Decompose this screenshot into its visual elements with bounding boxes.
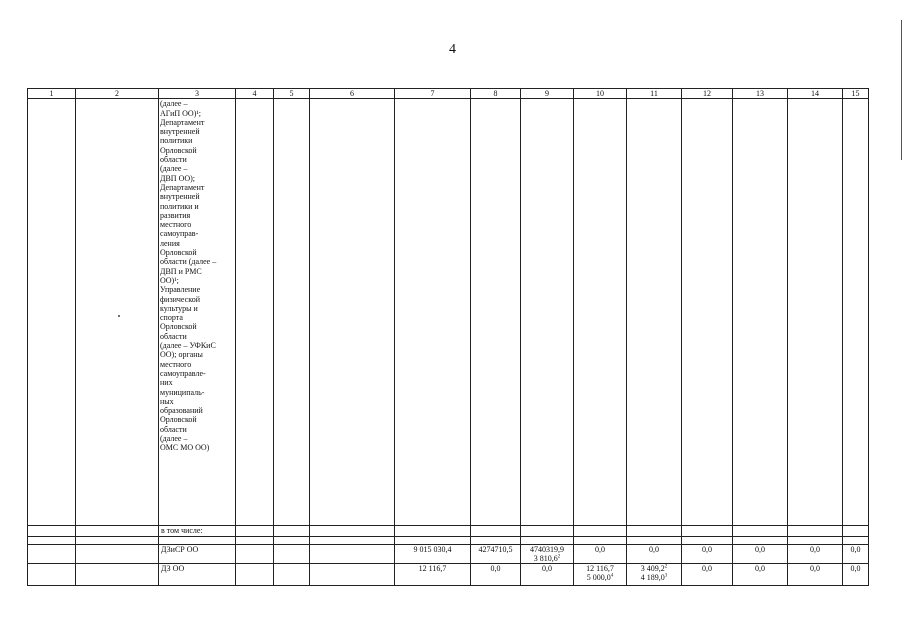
- value-cell: [627, 564, 682, 586]
- value-line: 3 409,2$^2$: [640, 564, 668, 574]
- table-cell: [310, 526, 395, 536]
- table-cell: [76, 526, 159, 536]
- value-cell: 4274710,5: [471, 544, 521, 564]
- header-cell: 6: [310, 89, 395, 99]
- table-cell: [682, 99, 733, 526]
- value-line: 4 189,0$^3$: [640, 573, 668, 583]
- table-cell: [627, 99, 682, 526]
- header-cell: 10: [574, 89, 627, 99]
- table-cell: [76, 99, 159, 526]
- header-cell: 7: [395, 89, 471, 99]
- table-cell: [236, 526, 274, 536]
- table-cell: [733, 99, 788, 526]
- header-cell: 11: [627, 89, 682, 99]
- value-cell: 0,0: [788, 544, 843, 564]
- table-cell: [682, 526, 733, 536]
- table-cell: [274, 526, 310, 536]
- table-cell: [843, 526, 869, 536]
- value-cell: [574, 564, 627, 586]
- header-cell: 1: [28, 89, 76, 99]
- header-cell: 13: [733, 89, 788, 99]
- value-cell: [521, 544, 574, 564]
- table-row: [28, 564, 869, 586]
- table-cell: [236, 544, 274, 564]
- table-cell: [274, 99, 310, 526]
- value-line: 12 116,7: [586, 564, 614, 574]
- table-cell: [28, 526, 76, 536]
- table-cell: [843, 99, 869, 526]
- table-cell: [788, 99, 843, 526]
- row-label: ДЗ ОО: [159, 564, 236, 586]
- value-cell: 0,0: [733, 544, 788, 564]
- value-cell: 0,0: [521, 564, 574, 586]
- value-line: 4740319,9: [530, 544, 564, 554]
- table-cell: [236, 99, 274, 526]
- table-cell: [28, 544, 76, 564]
- executors-row: [28, 99, 869, 526]
- table-row: [28, 544, 869, 564]
- value-cell: 9 015 030,4: [395, 544, 471, 564]
- table-cell: [274, 564, 310, 586]
- value-cell: 0,0: [682, 544, 733, 564]
- header-row: [28, 89, 869, 99]
- row-label: ДЗиСР ОО: [159, 544, 236, 564]
- value-cell: 12 116,7: [395, 564, 471, 586]
- value-cell: 0,0: [627, 544, 682, 564]
- header-cell: 15: [843, 89, 869, 99]
- header-cell: 14: [788, 89, 843, 99]
- page-number: 4: [449, 42, 456, 57]
- table-cell: [310, 544, 395, 564]
- value-cell: 0,0: [843, 564, 869, 586]
- table-cell: [28, 99, 76, 526]
- value-cell: 0,0: [682, 564, 733, 586]
- table-cell: [76, 564, 159, 586]
- executors-list-cell: (далее – АГиП ОО)¹; Департамент внутренней политики Орловской области (далее – ДВП ОО); Департамент внутренней политики и развития местного самоуправ- ления Орловской области (далее – ДВП и РМС ОО)¹; Управление физической культуры и спорта Орловской области (далее – УФКиС ОО); органы местного самоуправле- них муниципаль- ных образований Орловской области (далее – ОМС МО ОО): [159, 99, 236, 526]
- table-cell: [310, 99, 395, 526]
- table-cell: [395, 526, 471, 536]
- value-cell: 0,0: [788, 564, 843, 586]
- table-cell: [574, 99, 627, 526]
- table-cell: [274, 544, 310, 564]
- value-cell: 0,0: [471, 564, 521, 586]
- table-cell: [574, 526, 627, 536]
- table-cell: [310, 564, 395, 586]
- table-cell: [76, 544, 159, 564]
- value-cell: 0,0: [574, 544, 627, 564]
- value-cell: 0,0: [843, 544, 869, 564]
- header-cell: 4: [236, 89, 274, 99]
- page-edge-line: [901, 20, 902, 160]
- table-cell: [521, 526, 574, 536]
- table-cell: [471, 526, 521, 536]
- table-cell: [236, 564, 274, 586]
- table-cell: [627, 526, 682, 536]
- header-cell: 9: [521, 89, 574, 99]
- value-line: 5 000,0$^4$: [586, 573, 614, 583]
- including-row: [28, 526, 869, 536]
- table-cell: [28, 564, 76, 586]
- table-cell: [733, 526, 788, 536]
- value-cell: 0,0: [733, 564, 788, 586]
- spacer-row: [28, 536, 869, 544]
- value-line: 3 810,6$^2$: [533, 553, 561, 563]
- header-cell: 2: [76, 89, 159, 99]
- including-label: в том числе:: [159, 526, 236, 536]
- table-cell: [521, 99, 574, 526]
- header-cell: 3: [159, 89, 236, 99]
- table-cell: [395, 99, 471, 526]
- table-cell: [788, 526, 843, 536]
- table-cell: [471, 99, 521, 526]
- header-cell: 12: [682, 89, 733, 99]
- data-table: [27, 88, 869, 586]
- header-cell: 5: [274, 89, 310, 99]
- header-cell: 8: [471, 89, 521, 99]
